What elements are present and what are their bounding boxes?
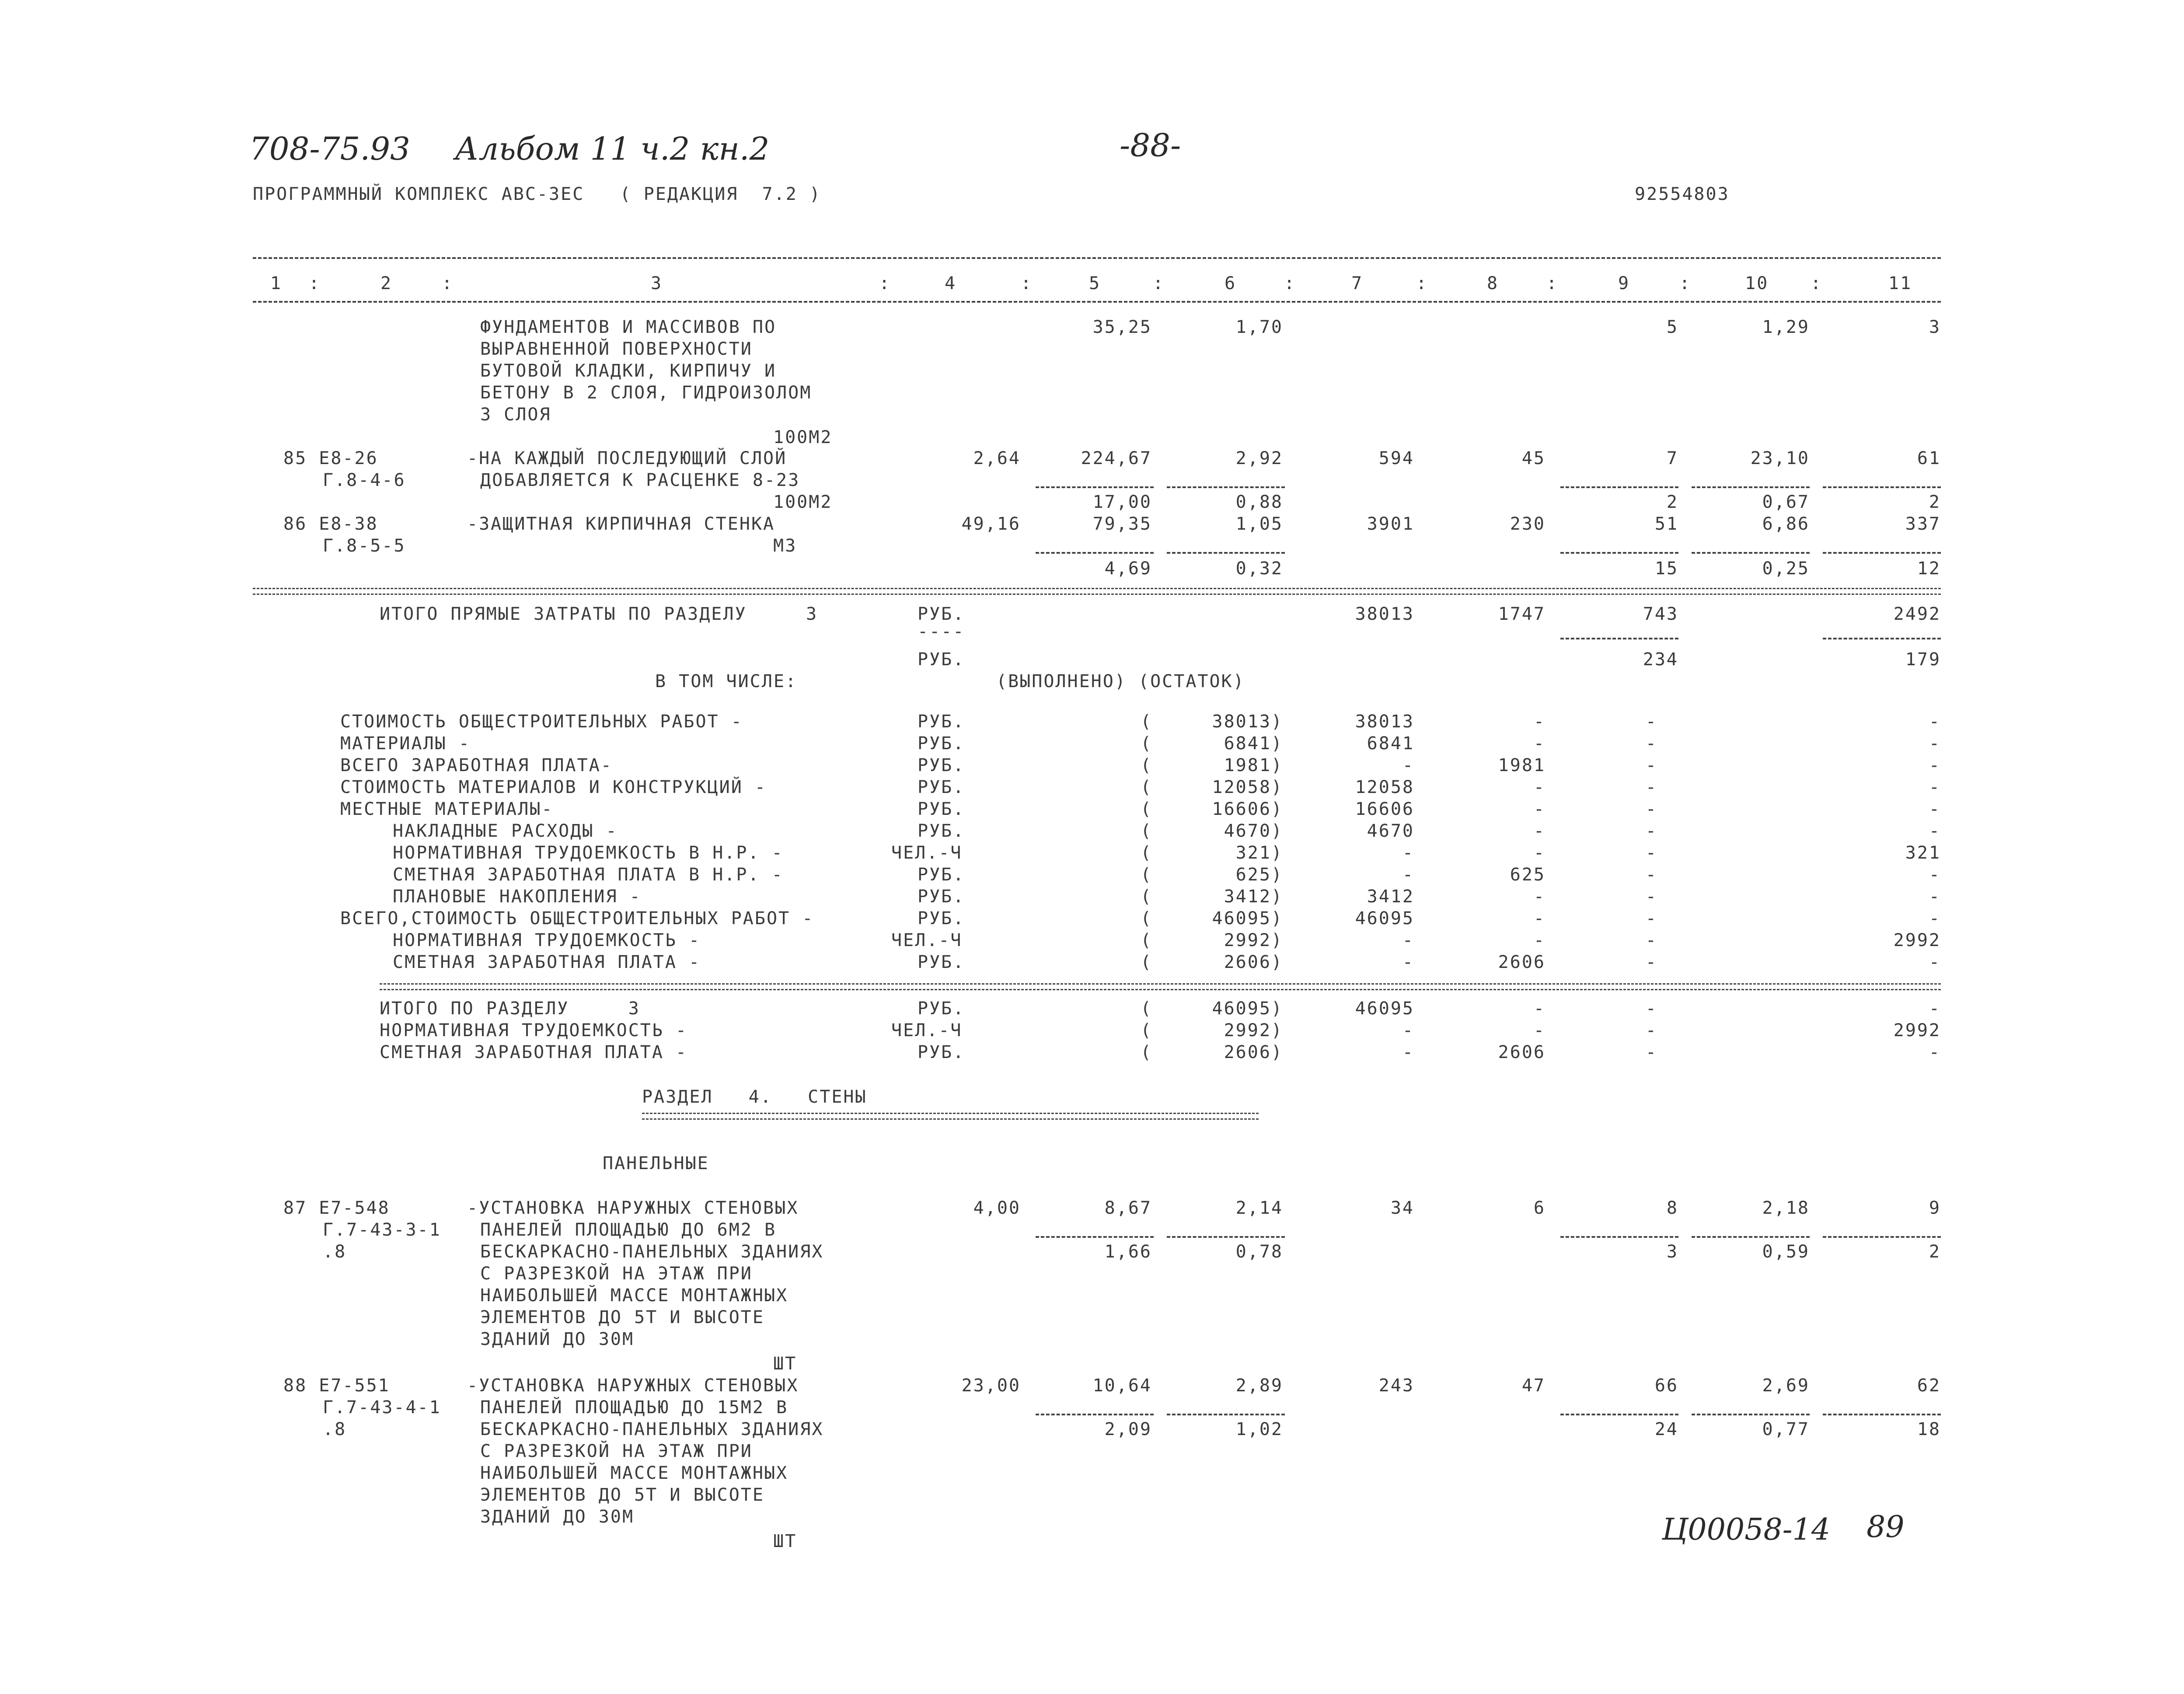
- summary-bracket: (: [1141, 733, 1153, 754]
- number-cell: 0,88: [1235, 492, 1283, 512]
- text-line: РУБ.: [918, 650, 965, 670]
- cell-rule: [1823, 638, 1941, 639]
- cell-rule: [1560, 1414, 1678, 1415]
- cell-rule: [1167, 1414, 1285, 1415]
- summary-done: 625): [1235, 865, 1283, 885]
- summary-col11: -: [1929, 908, 1941, 929]
- text-line: НАИБОЛЬШЕЙ МАССЕ МОНТАЖНЫХ: [480, 1285, 788, 1306]
- section-rule: [253, 588, 1941, 595]
- column-separator: :: [1416, 273, 1428, 293]
- summary-bracket: (: [1141, 821, 1153, 841]
- column-header: 8: [1487, 273, 1499, 293]
- summary-unit: РУБ.: [918, 821, 965, 841]
- text-line: М3: [773, 536, 797, 556]
- number-cell: 8: [1666, 1198, 1678, 1218]
- summary-col8: -: [1533, 712, 1546, 732]
- summary-col7: -: [1402, 930, 1414, 950]
- totals-done: 2992): [1224, 1020, 1283, 1041]
- section-title-underline: [642, 1113, 1259, 1120]
- text-line: ЗДАНИЙ ДО 30М: [480, 1329, 635, 1349]
- cell-rule: [1036, 552, 1154, 554]
- number-cell: 38013: [1355, 604, 1414, 624]
- cell-rule: [1692, 552, 1810, 554]
- summary-col9: -: [1645, 712, 1657, 732]
- column-separator: :: [1021, 273, 1033, 293]
- text-line: Г.7-43-4-1: [323, 1397, 441, 1418]
- column-header: 4: [945, 273, 957, 293]
- column-separator: :: [1679, 273, 1692, 293]
- summary-col11: -: [1929, 712, 1941, 732]
- number-cell: 594: [1378, 448, 1414, 468]
- number-cell: 4,00: [973, 1198, 1021, 1218]
- summary-bracket: (: [1141, 930, 1153, 950]
- number-cell: 0,32: [1235, 559, 1283, 579]
- summary-col9: -: [1645, 755, 1657, 775]
- text-line: В ТОМ ЧИСЛЕ:: [655, 671, 797, 692]
- summary-col9: -: [1645, 930, 1657, 950]
- number-cell: 24: [1654, 1419, 1678, 1439]
- handwritten-stamp-number: 89: [1867, 1510, 1905, 1544]
- summary-label: НАКЛАДНЫЕ РАСХОДЫ -: [393, 821, 618, 841]
- summary-label: ВСЕГО ЗАРАБОТНАЯ ПЛАТА-: [340, 755, 613, 775]
- totals-col8: -: [1533, 999, 1546, 1019]
- summary-col11: 2992: [1893, 930, 1941, 950]
- number-cell: 234: [1643, 650, 1678, 670]
- summary-label: СТОИМОСТЬ ОБЩЕСТРОИТЕЛЬНЫХ РАБОТ -: [340, 712, 743, 732]
- summary-col7: 3412: [1367, 887, 1414, 907]
- text-line: ЭЛЕМЕНТОВ ДО 5Т И ВЫСОТЕ: [480, 1307, 764, 1327]
- cell-rule: [1560, 1236, 1678, 1238]
- number-cell: 0,78: [1235, 1242, 1283, 1262]
- totals-col7: -: [1402, 1020, 1414, 1041]
- number-cell: 61: [1917, 448, 1941, 468]
- summary-label: ВСЕГО,СТОИМОСТЬ ОБЩЕСТРОИТЕЛЬНЫХ РАБОТ -: [340, 908, 814, 929]
- summary-done: 321): [1235, 843, 1283, 863]
- number-cell: 3: [1929, 317, 1941, 337]
- summary-unit: РУБ.: [918, 799, 965, 819]
- cell-rule: [1560, 552, 1678, 554]
- summary-col8: -: [1533, 733, 1546, 754]
- number-cell: 23,10: [1750, 448, 1810, 468]
- summary-done: 6841): [1224, 733, 1283, 754]
- number-cell: 2,18: [1762, 1198, 1810, 1218]
- number-cell: 7: [1666, 448, 1678, 468]
- number-cell: 45: [1521, 448, 1546, 468]
- document-code: 92554803: [1635, 184, 1730, 204]
- summary-col9: -: [1645, 799, 1657, 819]
- number-cell: 224,67: [1081, 448, 1152, 468]
- text-line: 100М2: [773, 492, 833, 512]
- totals-col9: -: [1645, 1020, 1657, 1041]
- summary-unit: РУБ.: [918, 755, 965, 775]
- summary-col7: 38013: [1355, 712, 1414, 732]
- summary-col9: -: [1645, 777, 1657, 797]
- number-cell: 47: [1521, 1376, 1546, 1396]
- summary-bracket: (: [1141, 865, 1153, 885]
- summary-col9: -: [1645, 733, 1657, 754]
- summary-done: 2606): [1224, 952, 1283, 972]
- handwritten-page-number: -88-: [1120, 127, 1181, 164]
- summary-done: 3412): [1224, 887, 1283, 907]
- top-rule: [253, 257, 1941, 259]
- summary-col7: 6841: [1367, 733, 1414, 754]
- number-cell: 2,09: [1104, 1419, 1152, 1439]
- summary-done: 12058): [1212, 777, 1283, 797]
- summary-col8: -: [1533, 908, 1546, 929]
- text-line: РУБ.: [918, 604, 965, 624]
- summary-col9: -: [1645, 908, 1657, 929]
- summary-col8: 2606: [1498, 952, 1546, 972]
- number-cell: 0,67: [1762, 492, 1810, 512]
- summary-done: 1981): [1224, 755, 1283, 775]
- text-line: ПАНЕЛЕЙ ПЛОЩАДЬЮ ДО 15М2 В: [480, 1397, 788, 1418]
- summary-bracket: (: [1141, 799, 1153, 819]
- summary-bracket: (: [1141, 755, 1153, 775]
- summary-col8: -: [1533, 930, 1546, 950]
- text-line: БЕСКАРКАСНО-ПАНЕЛЬНЫХ ЗДАНИЯХ: [480, 1242, 824, 1262]
- number-cell: 2,64: [973, 448, 1021, 468]
- totals-rule: [380, 983, 1941, 990]
- number-cell: 0,25: [1762, 559, 1810, 579]
- totals-label: НОРМАТИВНАЯ ТРУДОЕМКОСТЬ -: [380, 1020, 688, 1041]
- text-line: ДОБАВЛЯЕТСЯ К РАСЦЕНКЕ 8-23: [480, 470, 800, 490]
- text-line: ШТ: [773, 1354, 797, 1374]
- summary-unit: РУБ.: [918, 777, 965, 797]
- text-line: .8: [323, 1242, 347, 1262]
- totals-unit: РУБ.: [918, 1042, 965, 1062]
- handwritten-stamp: Ц00058-14: [1662, 1512, 1831, 1547]
- summary-col11: -: [1929, 887, 1941, 907]
- summary-bracket: (: [1141, 908, 1153, 929]
- summary-label: МЕСТНЫЕ МАТЕРИАЛЫ-: [340, 799, 554, 819]
- summary-label: СМЕТНАЯ ЗАРАБОТНАЯ ПЛАТА -: [393, 952, 701, 972]
- text-line: Г.7-43-3-1: [323, 1220, 441, 1240]
- number-cell: 243: [1378, 1376, 1414, 1396]
- text-line: РАЗДЕЛ 4. СТЕНЫ: [642, 1087, 867, 1107]
- summary-col11: -: [1929, 821, 1941, 841]
- summary-col9: -: [1645, 821, 1657, 841]
- number-cell: 2,92: [1235, 448, 1283, 468]
- summary-col11: -: [1929, 865, 1941, 885]
- number-cell: 35,25: [1092, 317, 1152, 337]
- number-cell: 1747: [1498, 604, 1546, 624]
- column-header: 9: [1618, 273, 1630, 293]
- totals-col8: 2606: [1498, 1042, 1546, 1062]
- summary-unit: РУБ.: [918, 712, 965, 732]
- summary-unit: РУБ.: [918, 733, 965, 754]
- cell-rule: [1167, 552, 1285, 554]
- number-cell: 6: [1533, 1198, 1546, 1218]
- totals-col7: -: [1402, 1042, 1414, 1062]
- text-line: ЗДАНИЙ ДО 30М: [480, 1507, 635, 1527]
- text-line: Г.8-4-6: [323, 470, 406, 490]
- number-cell: 66: [1654, 1376, 1678, 1396]
- totals-col9: -: [1645, 1042, 1657, 1062]
- text-line: ИТОГО ПРЯМЫЕ ЗАТРАТЫ ПО РАЗДЕЛУ 3: [380, 604, 818, 624]
- summary-col7: -: [1402, 843, 1414, 863]
- header-rule: [253, 301, 1941, 303]
- text-line: -НА КАЖДЫЙ ПОСЛЕДУЮЩИЙ СЛОЙ: [467, 448, 787, 468]
- number-cell: 62: [1917, 1376, 1941, 1396]
- summary-bracket: (: [1141, 843, 1153, 863]
- summary-col7: -: [1402, 952, 1414, 972]
- number-cell: 15: [1654, 559, 1678, 579]
- summary-col9: -: [1645, 865, 1657, 885]
- totals-col7: 46095: [1355, 999, 1414, 1019]
- text-line: С РАЗРЕЗКОЙ НА ЭТАЖ ПРИ: [480, 1264, 753, 1284]
- summary-col7: -: [1402, 755, 1414, 775]
- number-cell: 49,16: [961, 514, 1021, 534]
- number-cell: 34: [1390, 1198, 1414, 1218]
- summary-unit: РУБ.: [918, 887, 965, 907]
- number-cell: 9: [1929, 1198, 1941, 1218]
- summary-col9: -: [1645, 887, 1657, 907]
- column-header: 5: [1089, 273, 1101, 293]
- program-header: ПРОГРАММНЫЙ КОМПЛЕКС АВС-3ЕС ( РЕДАКЦИЯ 7.2 ): [253, 184, 821, 204]
- number-cell: 79,35: [1092, 514, 1152, 534]
- text-line: ----: [918, 622, 965, 642]
- number-cell: 6,86: [1762, 514, 1810, 534]
- summary-unit: РУБ.: [918, 908, 965, 929]
- totals-done: 46095): [1212, 999, 1283, 1019]
- number-cell: 2,69: [1762, 1376, 1810, 1396]
- column-separator: :: [309, 273, 321, 293]
- summary-col11: -: [1929, 952, 1941, 972]
- number-cell: 1,29: [1762, 317, 1810, 337]
- totals-unit: ЧЕЛ.-Ч: [891, 1020, 963, 1041]
- summary-unit: ЧЕЛ.-Ч: [891, 843, 963, 863]
- number-cell: 0,77: [1762, 1419, 1810, 1439]
- text-line: 3 СЛОЯ: [480, 405, 551, 425]
- number-cell: 179: [1905, 650, 1941, 670]
- summary-label: СМЕТНАЯ ЗАРАБОТНАЯ ПЛАТА В Н.Р. -: [393, 865, 784, 885]
- cell-rule: [1823, 552, 1941, 554]
- handwritten-album: Альбом 11 ч.2 кн.2: [455, 130, 770, 167]
- totals-col9: -: [1645, 999, 1657, 1019]
- summary-col8: -: [1533, 843, 1546, 863]
- text-line: .8: [323, 1419, 347, 1439]
- handwritten-project: 708-75.93: [249, 130, 410, 167]
- text-line: ЭЛЕМЕНТОВ ДО 5Т И ВЫСОТЕ: [480, 1485, 764, 1505]
- totals-unit: РУБ.: [918, 999, 965, 1019]
- number-cell: 0,59: [1762, 1242, 1810, 1262]
- totals-bracket: (: [1141, 1020, 1153, 1041]
- text-line: ШТ: [773, 1531, 797, 1551]
- summary-done: 38013): [1212, 712, 1283, 732]
- column-separator: :: [1284, 273, 1296, 293]
- summary-col8: -: [1533, 821, 1546, 841]
- summary-col11: -: [1929, 755, 1941, 775]
- number-cell: 2: [1666, 492, 1678, 512]
- summary-col7: 16606: [1355, 799, 1414, 819]
- cell-rule: [1692, 1236, 1810, 1238]
- column-separator: :: [1811, 273, 1823, 293]
- summary-col8: -: [1533, 777, 1546, 797]
- summary-done: 16606): [1212, 799, 1283, 819]
- summary-col11: -: [1929, 777, 1941, 797]
- totals-label: СМЕТНАЯ ЗАРАБОТНАЯ ПЛАТА -: [380, 1042, 688, 1062]
- text-line: 88 Е7-551: [283, 1376, 390, 1396]
- number-cell: 1,66: [1104, 1242, 1152, 1262]
- summary-bracket: (: [1141, 712, 1153, 732]
- column-separator: :: [1153, 273, 1165, 293]
- text-line: 86 Е8-38: [283, 514, 378, 534]
- number-cell: 2,14: [1235, 1198, 1283, 1218]
- column-separator: :: [442, 273, 454, 293]
- summary-label: НОРМАТИВНАЯ ТРУДОЕМКОСТЬ В Н.Р. -: [393, 843, 784, 863]
- cell-rule: [1823, 1414, 1941, 1415]
- summary-col7: 46095: [1355, 908, 1414, 929]
- summary-done: 2992): [1224, 930, 1283, 950]
- text-line: НАИБОЛЬШЕЙ МАССЕ МОНТАЖНЫХ: [480, 1463, 788, 1483]
- text-line: (ВЫПОЛНЕНО) (ОСТАТОК): [996, 671, 1245, 692]
- totals-col8: -: [1533, 1020, 1546, 1041]
- cell-rule: [1036, 1236, 1154, 1238]
- totals-bracket: (: [1141, 1042, 1153, 1062]
- summary-col11: 321: [1905, 843, 1941, 863]
- number-cell: 17,00: [1092, 492, 1152, 512]
- totals-col11: -: [1929, 999, 1941, 1019]
- totals-bracket: (: [1141, 999, 1153, 1019]
- number-cell: 1,70: [1235, 317, 1283, 337]
- column-separator: :: [1546, 273, 1559, 293]
- summary-col8: -: [1533, 799, 1546, 819]
- summary-label: НОРМАТИВНАЯ ТРУДОЕМКОСТЬ -: [393, 930, 701, 950]
- number-cell: 230: [1510, 514, 1546, 534]
- summary-done: 46095): [1212, 908, 1283, 929]
- summary-label: МАТЕРИАЛЫ -: [340, 733, 471, 754]
- summary-col8: 625: [1510, 865, 1546, 885]
- text-line: Г.8-5-5: [323, 536, 406, 556]
- text-line: ФУНДАМЕНТОВ И МАССИВОВ ПО: [480, 317, 777, 337]
- cell-rule: [1036, 1414, 1154, 1415]
- text-line: БЕТОНУ В 2 СЛОЯ, ГИДРОИЗОЛОМ: [480, 383, 812, 403]
- text-line: ПАНЕЛЬНЫЕ: [603, 1153, 709, 1174]
- summary-label: СТОИМОСТЬ МАТЕРИАЛОВ И КОНСТРУКЦИЙ -: [340, 777, 767, 797]
- summary-bracket: (: [1141, 952, 1153, 972]
- text-line: 87 Е7-548: [283, 1198, 390, 1218]
- column-header: 2: [380, 273, 393, 293]
- number-cell: 1,02: [1235, 1419, 1283, 1439]
- number-cell: 3: [1666, 1242, 1678, 1262]
- number-cell: 2492: [1893, 604, 1941, 624]
- number-cell: 5: [1666, 317, 1678, 337]
- number-cell: 743: [1643, 604, 1678, 624]
- totals-done: 2606): [1224, 1042, 1283, 1062]
- summary-col7: 12058: [1355, 777, 1414, 797]
- column-header: 1: [270, 273, 283, 293]
- column-header: 6: [1225, 273, 1237, 293]
- cell-rule: [1823, 1236, 1941, 1238]
- cell-rule: [1167, 486, 1285, 488]
- summary-bracket: (: [1141, 777, 1153, 797]
- cell-rule: [1560, 486, 1678, 488]
- column-separator: :: [879, 273, 891, 293]
- cell-rule: [1692, 486, 1810, 488]
- number-cell: 18: [1917, 1419, 1941, 1439]
- totals-col11: 2992: [1893, 1020, 1941, 1041]
- totals-label: ИТОГО ПО РАЗДЕЛУ 3: [380, 999, 640, 1019]
- number-cell: 12: [1917, 559, 1941, 579]
- text-line: -УСТАНОВКА НАРУЖНЫХ СТЕНОВЫХ: [467, 1198, 799, 1218]
- cell-rule: [1560, 638, 1678, 639]
- cell-rule: [1692, 1414, 1810, 1415]
- summary-bracket: (: [1141, 887, 1153, 907]
- cell-rule: [1823, 486, 1941, 488]
- summary-col11: -: [1929, 799, 1941, 819]
- summary-col11: -: [1929, 733, 1941, 754]
- summary-col9: -: [1645, 952, 1657, 972]
- number-cell: 10,64: [1092, 1376, 1152, 1396]
- text-line: 100М2: [773, 427, 833, 447]
- summary-label: ПЛАНОВЫЕ НАКОПЛЕНИЯ -: [393, 887, 642, 907]
- text-line: 85 Е8-26: [283, 448, 378, 468]
- cell-rule: [1167, 1236, 1285, 1238]
- column-header: 11: [1888, 273, 1912, 293]
- number-cell: 3901: [1367, 514, 1414, 534]
- summary-col7: -: [1402, 865, 1414, 885]
- summary-col8: -: [1533, 887, 1546, 907]
- text-line: ВЫРАВНЕННОЙ ПОВЕРХНОСТИ: [480, 339, 753, 359]
- number-cell: 51: [1654, 514, 1678, 534]
- summary-unit: ЧЕЛ.-Ч: [891, 930, 963, 950]
- text-line: -УСТАНОВКА НАРУЖНЫХ СТЕНОВЫХ: [467, 1376, 799, 1396]
- cell-rule: [1036, 486, 1154, 488]
- number-cell: 2: [1929, 1242, 1941, 1262]
- number-cell: 4,69: [1104, 559, 1152, 579]
- summary-col8: 1981: [1498, 755, 1546, 775]
- text-line: ПАНЕЛЕЙ ПЛОЩАДЬЮ ДО 6М2 В: [480, 1220, 777, 1240]
- text-line: -ЗАЩИТНАЯ КИРПИЧНАЯ СТЕНКА: [467, 514, 775, 534]
- totals-col11: -: [1929, 1042, 1941, 1062]
- summary-col7: 4670: [1367, 821, 1414, 841]
- number-cell: 1,05: [1235, 514, 1283, 534]
- column-header: 3: [651, 273, 663, 293]
- column-header: 7: [1351, 273, 1364, 293]
- summary-col9: -: [1645, 843, 1657, 863]
- number-cell: 2: [1929, 492, 1941, 512]
- number-cell: 8,67: [1104, 1198, 1152, 1218]
- text-line: С РАЗРЕЗКОЙ НА ЭТАЖ ПРИ: [480, 1441, 753, 1461]
- number-cell: 23,00: [961, 1376, 1021, 1396]
- summary-unit: РУБ.: [918, 865, 965, 885]
- text-line: БЕСКАРКАСНО-ПАНЕЛЬНЫХ ЗДАНИЯХ: [480, 1419, 824, 1439]
- number-cell: 2,89: [1235, 1376, 1283, 1396]
- number-cell: 337: [1905, 514, 1941, 534]
- text-line: БУТОВОЙ КЛАДКИ, КИРПИЧУ И: [480, 361, 777, 381]
- summary-done: 4670): [1224, 821, 1283, 841]
- summary-unit: РУБ.: [918, 952, 965, 972]
- column-header: 10: [1745, 273, 1769, 293]
